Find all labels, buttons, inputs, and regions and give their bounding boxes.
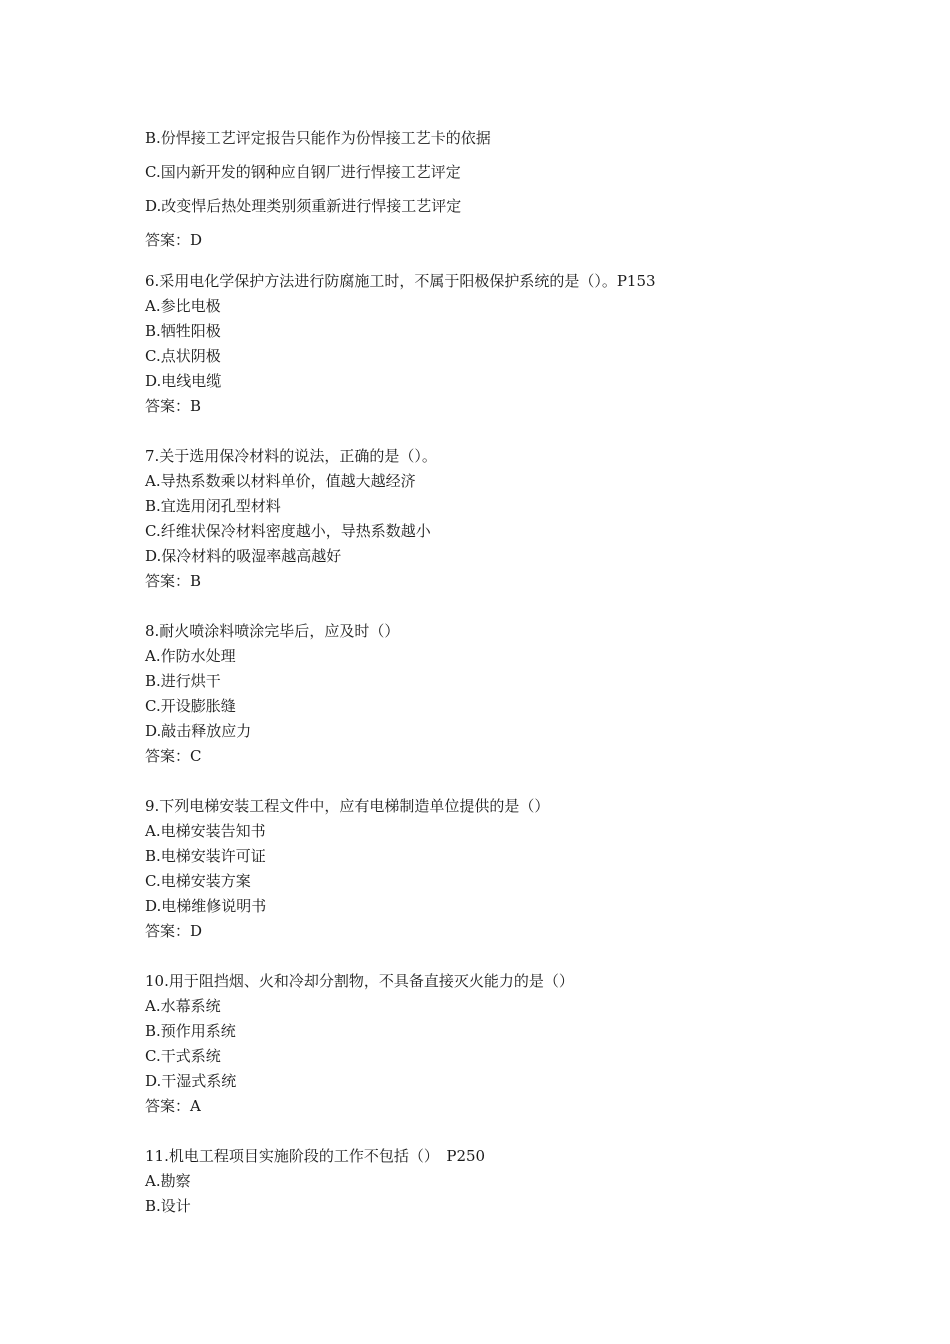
option-b: B.电梯安装许可证 — [145, 847, 266, 865]
option-a: A.勘察 — [145, 1172, 191, 1190]
answer: 答案：C — [145, 747, 202, 765]
question-11 — [145, 1144, 865, 1219]
question-6 — [145, 269, 865, 419]
option-a: A.参比电极 — [145, 297, 221, 315]
option-b: B.进行烘干 — [145, 672, 221, 690]
option-c: C.点状阴极 — [145, 347, 221, 365]
option-d: D.电线电缆 — [145, 372, 222, 390]
question-5-fragment — [145, 126, 845, 262]
option-b: B.设计 — [145, 1197, 191, 1215]
question-10 — [145, 969, 865, 1119]
option-c: C.开设膨胀缝 — [145, 697, 236, 715]
option-a: A.导热系数乘以材料单价，值越大越经济 — [145, 472, 416, 490]
answer: 答案：D — [145, 231, 203, 249]
option-b: B.牺牲阳极 — [145, 322, 221, 340]
answer: 答案：B — [145, 397, 202, 415]
answer: 答案：D — [145, 922, 203, 940]
question-stem: 9.下列电梯安装工程文件中，应有电梯制造单位提供的是（） — [145, 797, 550, 815]
question-stem: 6.采用电化学保护方法进行防腐施工时，不属于阳极保护系统的是（）。P153 — [145, 272, 656, 290]
answer: 答案：B — [145, 572, 202, 590]
question-7 — [145, 444, 865, 594]
option-b: B.预作用系统 — [145, 1022, 236, 1040]
option-c: C.纤维状保冷材料密度越小，导热系数越小 — [145, 522, 431, 540]
option-a: A.作防水处理 — [145, 647, 236, 665]
option-a: A.水幕系统 — [145, 997, 221, 1015]
question-stem: 8.耐火喷涂料喷涂完毕后，应及时（） — [145, 622, 400, 640]
option-d: D.干湿式系统 — [145, 1072, 237, 1090]
option-b: B.宜选用闭孔型材料 — [145, 497, 281, 515]
question-8 — [145, 619, 865, 769]
question-list — [145, 269, 865, 1244]
option-d: D.改变悍后热处理类别须重新进行悍接工艺评定 — [145, 197, 462, 215]
option-d: D.敲击释放应力 — [145, 722, 252, 740]
question-stem: 11.机电工程项目实施阶段的工作不包括（） P250 — [145, 1147, 486, 1165]
question-stem: 10.用于阻挡烟、火和冷却分割物，不具备直接灭火能力的是（） — [145, 972, 574, 990]
answer: 答案：A — [145, 1097, 201, 1115]
question-9 — [145, 794, 865, 944]
option-c: C.电梯安装方案 — [145, 872, 251, 890]
question-stem: 7.关于选用保冷材料的说法，正确的是（）。 — [145, 447, 437, 465]
option-c: C.干式系统 — [145, 1047, 221, 1065]
option-d: D.电梯维修说明书 — [145, 897, 267, 915]
option-d: D.保冷材料的吸湿率越高越好 — [145, 547, 342, 565]
option-b: B.份悍接工艺评定报告只能作为份悍接工艺卡的依据 — [145, 129, 491, 147]
option-a: A.电梯安装告知书 — [145, 822, 266, 840]
option-c: C.国内新开发的钢种应自钢厂进行悍接工艺评定 — [145, 163, 461, 181]
